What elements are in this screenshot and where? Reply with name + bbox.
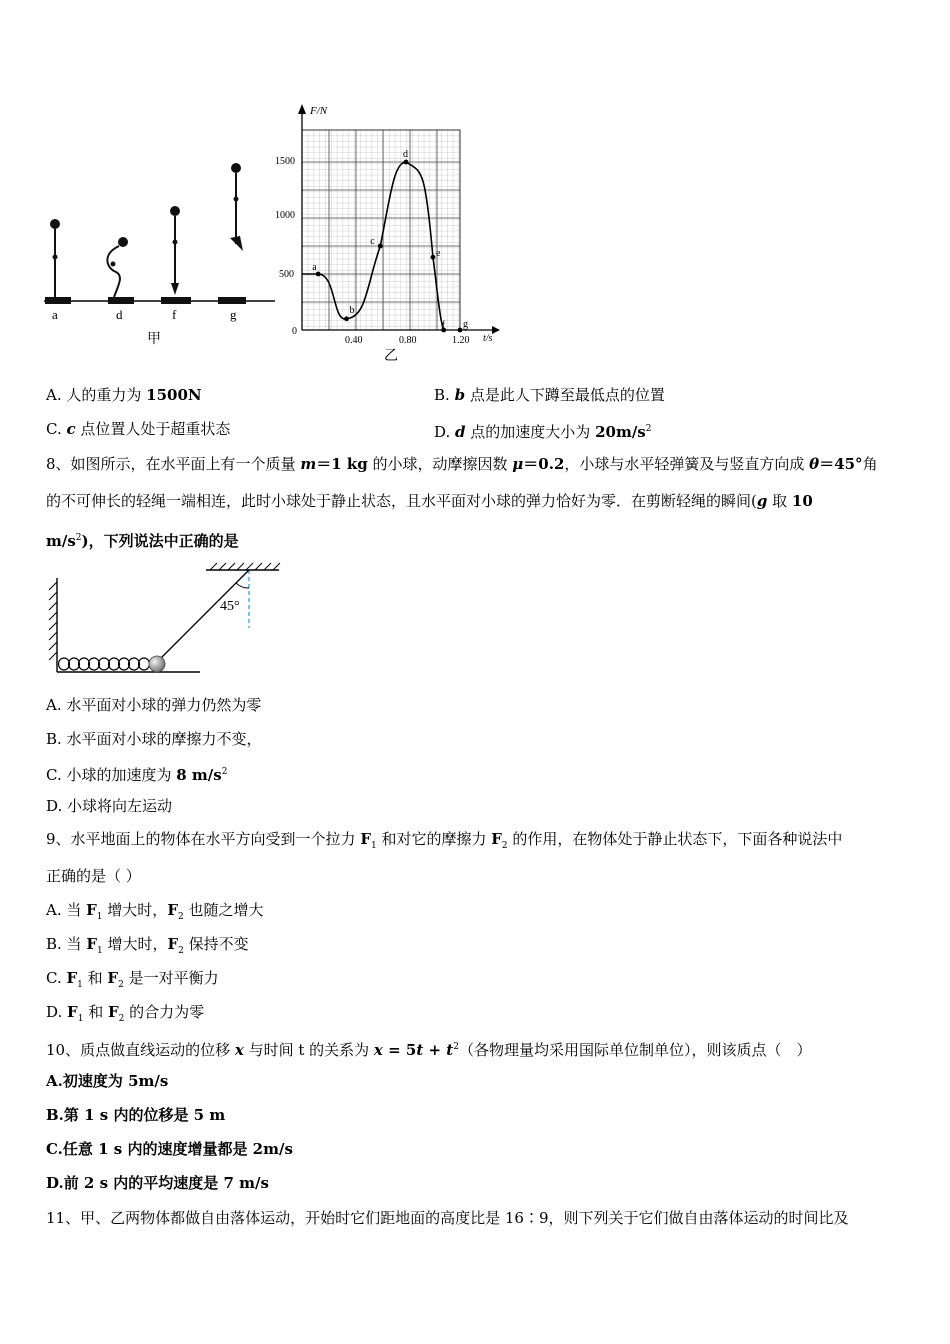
point-label-f: f xyxy=(441,320,446,331)
graph-grid xyxy=(302,130,460,330)
q7-option-a: A. 人的重力为 1500N xyxy=(46,386,202,404)
q8-option-c: C. 小球的加速度为 8 $m/s^2$ xyxy=(46,766,228,784)
label-f: f xyxy=(172,307,177,322)
y-axis-label: F/N xyxy=(310,105,328,117)
angle-label: 45° xyxy=(220,599,240,614)
q9-option-d: D. $F_1$ 和 $F_2$ 的合力为零 xyxy=(46,1003,205,1024)
spring-rope-figure xyxy=(42,560,287,680)
q7-option-b: B. b 点是此人下蹲至最低点的位置 xyxy=(434,386,665,404)
spring xyxy=(59,658,150,670)
q7-option-d: D. d 点的加速度大小为 $20m/s^2$ xyxy=(434,423,652,441)
q11-stem: 11、甲、乙两物体都做自由落体运动，开始时它们距地面的高度比是 16∶9，则下列关于它们做自由落体运动的时间比及 xyxy=(46,1209,849,1227)
y-tick-1500: 1500 xyxy=(275,156,295,167)
q8-stem-line3: $m/s^2$)，下列说法中正确的是 xyxy=(46,532,239,550)
rope xyxy=(157,570,249,662)
x-axis-label: t/s xyxy=(483,333,493,344)
point-g xyxy=(458,328,463,333)
point-e xyxy=(431,255,436,260)
q8-stem-line1: 8、如图所示，在水平面上有一个质量 m＝1 kg 的小球，动摩擦因数 μ＝0.2，小球与水平轻弹簧及与竖直方向成 θ＝45°角 xyxy=(46,455,878,473)
q10-option-c: C.任意 1 s 内的速度增量都是 2m/s xyxy=(46,1140,293,1158)
q7-option-c: C. c 点位置人处于超重状态 xyxy=(46,420,231,438)
q9-stem-line1: 9、水平地面上的物体在水平方向受到一个拉力 $F_1$ 和对它的摩擦力 $F_2$ 的作用，在物体处于静止状态下，下面各种说法中 xyxy=(46,830,843,851)
q9-option-a: A. 当 $F_1$ 增大时，$F_2$ 也随之增大 xyxy=(46,901,264,922)
person-a xyxy=(50,219,60,297)
force-time-graph xyxy=(270,100,510,365)
figure-jia xyxy=(40,150,280,350)
y-tick-500: 500 xyxy=(279,269,294,280)
q10-option-b: B.第 1 s 内的位移是 5 m xyxy=(46,1106,226,1124)
point-c xyxy=(378,244,383,249)
point-label-g: g xyxy=(462,319,468,330)
person-d xyxy=(107,237,128,297)
q8-option-d: D. 小球将向左运动 xyxy=(46,797,173,815)
q10-option-a: A.初速度为 5m/s xyxy=(46,1072,169,1090)
label-g: g xyxy=(230,307,237,322)
caption-yi: 乙 xyxy=(384,349,398,364)
label-a: a xyxy=(52,307,58,322)
person-g xyxy=(230,163,243,251)
caption-jia: 甲 xyxy=(147,332,161,347)
q8-option-b: B. 水平面对小球的摩擦力不变， xyxy=(46,730,262,748)
q9-option-b: B. 当 $F_1$ 增大时，$F_2$ 保持不变 xyxy=(46,935,249,956)
x-tick-0.80: 0.80 xyxy=(399,335,417,346)
point-label-a: a xyxy=(312,262,317,273)
ball xyxy=(149,656,165,672)
person-f xyxy=(170,206,180,295)
point-label-d: d xyxy=(402,149,408,160)
q8-option-a: A. 水平面对小球的弹力仍然为零 xyxy=(46,696,262,714)
point-b xyxy=(344,316,349,321)
q8-stem-line2: 的不可伸长的轻绳一端相连，此时小球处于静止状态，且水平面对小球的弹力恰好为零．在剪断轻绳的瞬间(g 取 10 xyxy=(46,492,813,510)
q10-stem: 10、质点做直线运动的位移 x 与时间 t 的关系为 $x = 5t + t^2$（各物理量均采用国际单位制单位），则该质点（ ） xyxy=(46,1041,812,1059)
point-label-e: e xyxy=(435,248,441,260)
q9-stem-line2: 正确的是（ ） xyxy=(46,867,141,885)
point-d xyxy=(404,160,409,165)
label-d: d xyxy=(116,307,123,322)
q10-option-d: D.前 2 s 内的平均速度是 7 m/s xyxy=(46,1174,269,1192)
x-tick-1.20: 1.20 xyxy=(452,335,470,346)
y-tick-1000: 1000 xyxy=(275,210,295,221)
q9-option-c: C. $F_1$ 和 $F_2$ 是一对平衡力 xyxy=(46,969,219,990)
point-label-b: b xyxy=(349,304,355,316)
origin-label: 0 xyxy=(292,326,297,337)
x-tick-0.40: 0.40 xyxy=(345,335,363,346)
point-label-c: c xyxy=(370,236,375,247)
